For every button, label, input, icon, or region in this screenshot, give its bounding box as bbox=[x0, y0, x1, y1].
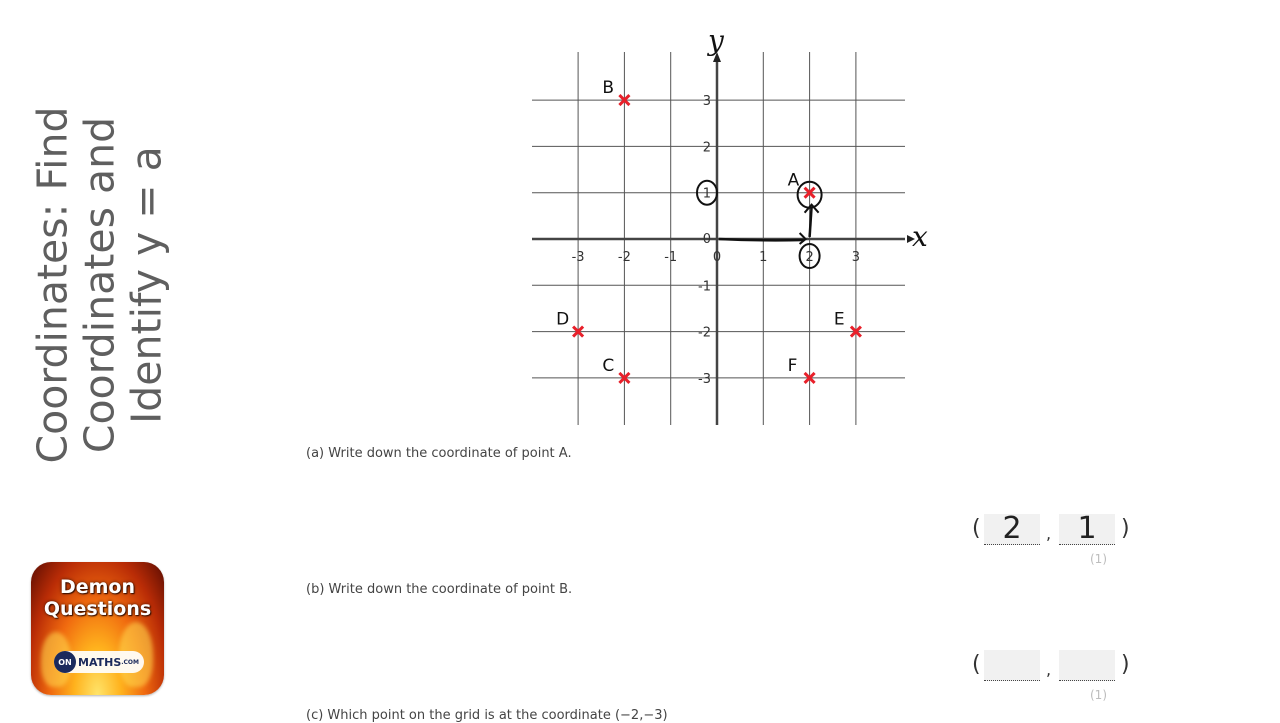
y-axis-label: y bbox=[708, 24, 724, 57]
ink-arrow-along-x bbox=[719, 239, 804, 240]
x-tick-label: 3 bbox=[851, 250, 861, 265]
demon-questions-logo bbox=[31, 562, 164, 695]
x-tick-label: 1 bbox=[759, 250, 768, 265]
question-c: (c) Which point on the grid is at the coordinate (−2,−3) bbox=[306, 708, 668, 723]
logo-line-1: Demon bbox=[59, 576, 136, 598]
comma: , bbox=[1046, 524, 1052, 543]
point-label: A bbox=[787, 170, 800, 191]
y-tick-label: -1 bbox=[698, 279, 711, 295]
y-tick-label: 1 bbox=[702, 186, 711, 202]
x-tick-label: -1 bbox=[664, 250, 678, 265]
answer-a-y-input[interactable]: 1 bbox=[1059, 514, 1115, 545]
x-tick-label: -2 bbox=[617, 250, 631, 265]
y-tick-label: 3 bbox=[702, 94, 711, 110]
question-b: (b) Write down the coordinate of point B. bbox=[306, 582, 573, 597]
page-title: Coordinates: Find Coordinates and Identify y = a bbox=[28, 106, 171, 464]
answer-row-a bbox=[970, 511, 1135, 550]
close-paren: ) bbox=[1121, 516, 1130, 541]
point-label: D bbox=[556, 309, 570, 330]
y-tick-label: -3 bbox=[698, 371, 711, 387]
x-tick-label: -3 bbox=[571, 250, 585, 265]
marks-a: (1) bbox=[1090, 552, 1107, 566]
marks-b: (1) bbox=[1090, 688, 1107, 702]
x-tick-label: 0 bbox=[712, 250, 722, 265]
brand-name: MATHS bbox=[78, 655, 122, 669]
question-a: (a) Write down the coordinate of point A. bbox=[306, 446, 572, 461]
open-paren: ( bbox=[972, 516, 981, 541]
comma: , bbox=[1046, 660, 1052, 679]
close-paren: ) bbox=[1121, 652, 1130, 677]
point-label: C bbox=[602, 355, 615, 376]
answer-b-y-input[interactable] bbox=[1059, 650, 1115, 681]
answer-row-b bbox=[970, 650, 1135, 686]
x-tick-label: 2 bbox=[805, 250, 814, 265]
y-tick-label: -2 bbox=[698, 325, 711, 341]
answer-a-x-input[interactable]: 2 bbox=[984, 514, 1040, 545]
point-label: E bbox=[833, 309, 845, 330]
onmaths-circle-icon: ON bbox=[54, 651, 76, 673]
onmaths-brand bbox=[54, 651, 144, 673]
logo-line-2: Questions bbox=[43, 598, 152, 620]
point-label: B bbox=[602, 78, 615, 99]
brand-suffix: .COM bbox=[121, 658, 140, 666]
point-label: F bbox=[787, 355, 798, 376]
x-axis-label: x bbox=[912, 220, 928, 253]
y-tick-label: 2 bbox=[702, 140, 711, 156]
answer-b-x-input[interactable] bbox=[984, 650, 1040, 681]
open-paren: ( bbox=[972, 652, 981, 677]
y-tick-label: 0 bbox=[702, 232, 711, 247]
